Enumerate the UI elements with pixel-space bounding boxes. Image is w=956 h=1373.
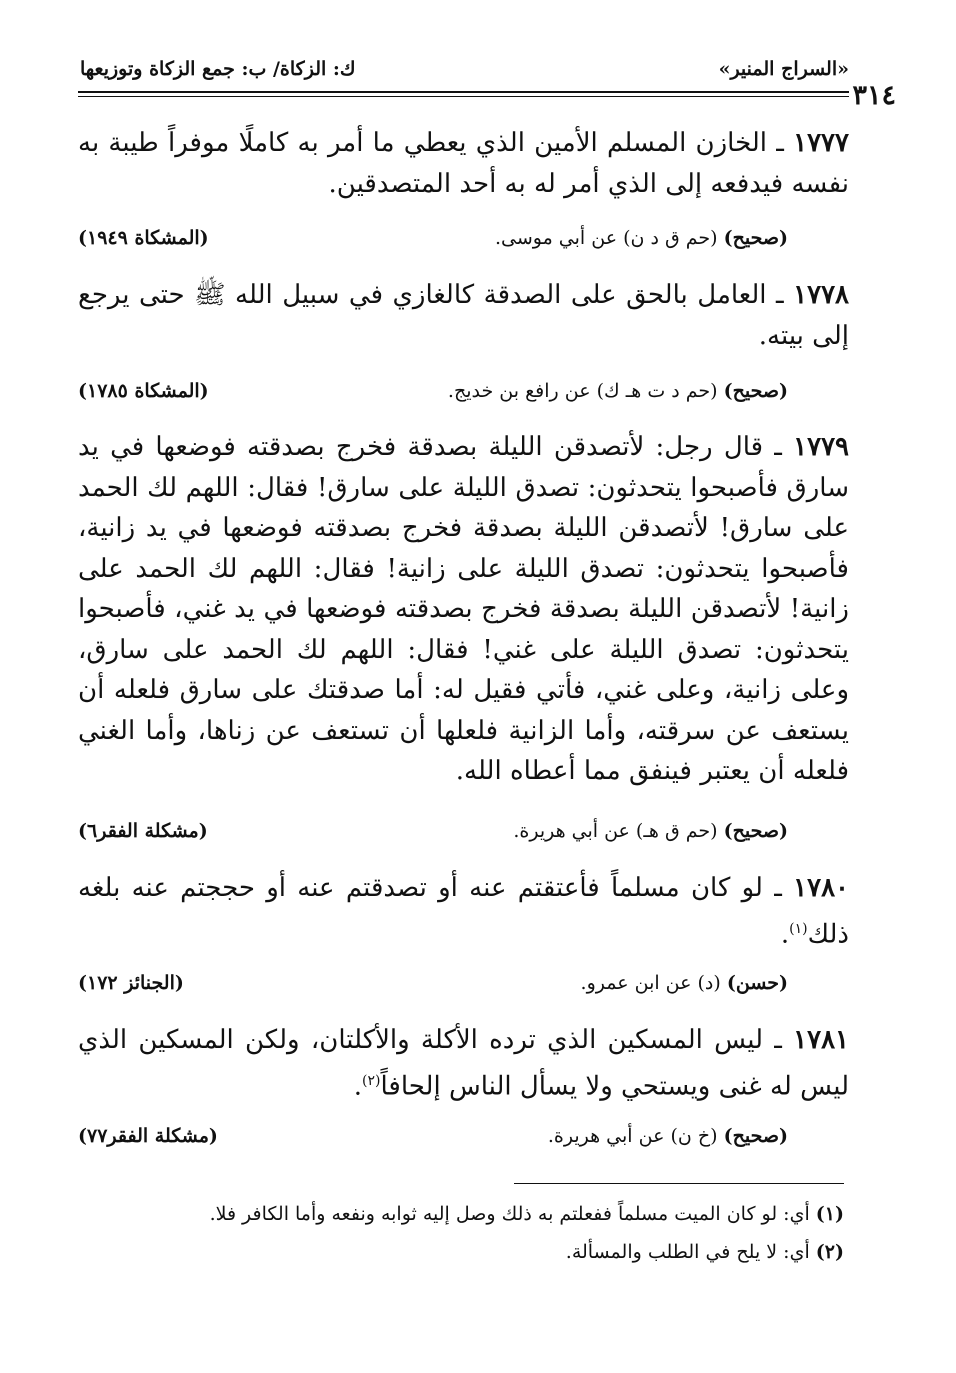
hadith-narrators: (حم ق هـ) عن أبي هريرة. xyxy=(513,820,718,842)
hadith-narrators: (خ ن) عن أبي هريرة. xyxy=(547,1125,718,1147)
hadith-source xyxy=(78,227,788,253)
footnote-text: أي: لا يلح في الطلب والمسألة. xyxy=(565,1241,810,1263)
footnote-number: (١) xyxy=(815,1203,844,1225)
header-rule xyxy=(78,91,849,93)
footnote xyxy=(78,1203,844,1225)
hadith-text: قال رجل: لأتصدقن الليلة بصدقة فخرج بصدقته فوضعها في يد سارق فأصبحوا يتحدثون: تصدق الليلة على سارق! فقال: اللهم لك الحمد على سارق! لأتصدقن الليلة بصدقة فخرج بصدقته فوضعها في يد زانية، فأصبحوا يتحدثون: تصدق الليلة على زانية! فقال: اللهم لك الحمد على زانية! لأتصدقن الليلة بصدقة فخرج بصدقته فوضعها في يد غني، فأصبحوا يتحدثون: تصدق الليلة على غني! فقال: اللهم لك الحمد على سارق، وعلى زانية، وعلى غني، فأتي فقيل له: أما صدقتك على سارق فلعله أن يستعف عن سرقته، وأما الزانية فلعلها أن تستعف عن زناها، وأما الغني فلعله أن يعتبر فينفق مما أعطاه الله. xyxy=(78,432,849,786)
hadith-number: ١٧٧٧ xyxy=(793,128,849,158)
hadith-entry: ١٧٧٩ ـ قال رجل: لأتصدقن الليلة بصدقة فخرج بصدقته فوضعها في يد سارق فأصبحوا يتحدثون: تصدق الليلة على سارق! فقال: اللهم لك الحمد على سارق! لأتصدقن الليلة بصدقة فخرج بصدقته فوضعها في يد زانية، فأصبحوا يتحدثون: تصدق الليلة على زانية! فقال: اللهم لك الحمد على زانية! لأتصدقن الليلة بصدقة فخرج بصدقته فوضعها في يد غني، فأصبحوا يتحدثون: تصدق الليلة على غني! فقال: اللهم لك الحمد على سارق، وعلى زانية، وعلى غني، فأتي فقيل له: أما صدقتك على سارق فلعله أن يستعف عن سرقته، وأما الزانية فلعلها أن تستعف عن زناها، وأما الغني فلعله أن يعتبر فينفق مما أعطاه الله. xyxy=(78,432,849,786)
footnote-marker: (٢) xyxy=(362,1072,381,1089)
hadith-text: ليس المسكين الذي ترده الأكلة والأكلتان، ولكن المسكين الذي ليس له غنى ويستحي ولا يسأل الناس إلحافاً xyxy=(78,1025,849,1102)
hadith-reference: (مشكلة الفقر٦) xyxy=(78,820,208,842)
hadith-entry: ١٧٨٠ ـ لو كان مسلماً فأعتقتم عنه أو تصدقتم عنه أو حججتم عنه بلغه ذلك$^{(١)}$. xyxy=(78,873,849,950)
hadith-source xyxy=(78,972,788,998)
hadith-reference: (المشكاة ١٧٨٥) xyxy=(78,380,209,402)
hadith-entry: ١٧٧٨ ـ العامل بالحق على الصدقة كالغازي في سبيل الله ﷺ حتى يرجع إلى بيته. xyxy=(78,280,849,351)
hadith-number: ١٧٨٠ xyxy=(793,873,849,903)
hadith-grade: (صحيح) xyxy=(723,1125,788,1147)
hadith-number: ١٧٧٩ xyxy=(793,432,849,462)
hadith-number: ١٧٨١ xyxy=(793,1025,849,1055)
running-title: «السراج المنير» xyxy=(718,58,849,80)
hadith-source xyxy=(78,1125,788,1151)
header-rule-thin xyxy=(78,96,849,97)
hadith-narrators: (حم ق د ن) عن أبي موسى. xyxy=(494,227,718,249)
hadith-narrators: (حم د ت هـ ك) عن رافع بن خديج. xyxy=(447,380,718,402)
hadith-reference: (المشكاة ١٩٤٩) xyxy=(78,227,209,249)
hadith-source xyxy=(78,380,788,406)
page-number: ٣١٤ xyxy=(852,80,896,111)
hadith-entry: ١٧٨١ ـ ليس المسكين الذي ترده الأكلة والأكلتان، ولكن المسكين الذي ليس له غنى ويستحي ولا يسأل الناس إلحافاً$^{(٢)}$. xyxy=(78,1025,849,1102)
footnote xyxy=(78,1241,844,1263)
hadith-text: لو كان مسلماً فأعتقتم عنه أو تصدقتم عنه أو حججتم عنه بلغه ذلك xyxy=(78,873,849,950)
footnote-text: أي: لو كان الميت مسلماً ففعلتم به ذلك وصل إليه ثوابه ونفعه وأما الكافر فلا. xyxy=(209,1203,810,1225)
hadith-source xyxy=(78,820,788,846)
hadith-text: العامل بالحق على الصدقة كالغازي في سبيل الله ﷺ حتى يرجع إلى بيته. xyxy=(78,280,849,351)
hadith-text-end: . xyxy=(353,1071,363,1102)
hadith-grade: (صحيح) xyxy=(723,820,788,842)
hadith-entry: ١٧٧٧ ـ الخازن المسلم الأمين الذي يعطي ما أمر به كاملًا موفراً طيبة به نفسه فيدفعه إلى الذي أمر له به أحد المتصدقين. xyxy=(78,128,849,199)
hadith-reference: (مشكلة الفقر٧٧) xyxy=(78,1125,218,1147)
chapter-heading: ك: الزكاة/ ب: جمع الزكاة وتوزيعها xyxy=(80,58,356,80)
hadith-grade: (حسن) xyxy=(726,972,788,994)
hadith-reference: (الجنائز ١٧٢) xyxy=(78,972,184,994)
hadith-narrators: (د) عن ابن عمرو. xyxy=(580,972,721,994)
hadith-grade: (صحيح) xyxy=(723,380,788,402)
hadith-grade: (صحيح) xyxy=(723,227,788,249)
hadith-number: ١٧٧٨ xyxy=(793,280,849,310)
footnote-marker: (١) xyxy=(789,920,808,937)
hadith-text: الخازن المسلم الأمين الذي يعطي ما أمر به كاملًا موفراً طيبة به نفسه فيدفعه إلى الذي أمر له به أحد المتصدقين. xyxy=(78,128,849,199)
footnote-number: (٢) xyxy=(815,1241,844,1263)
hadith-text-end: . xyxy=(780,919,790,950)
footnote-separator xyxy=(514,1183,844,1184)
